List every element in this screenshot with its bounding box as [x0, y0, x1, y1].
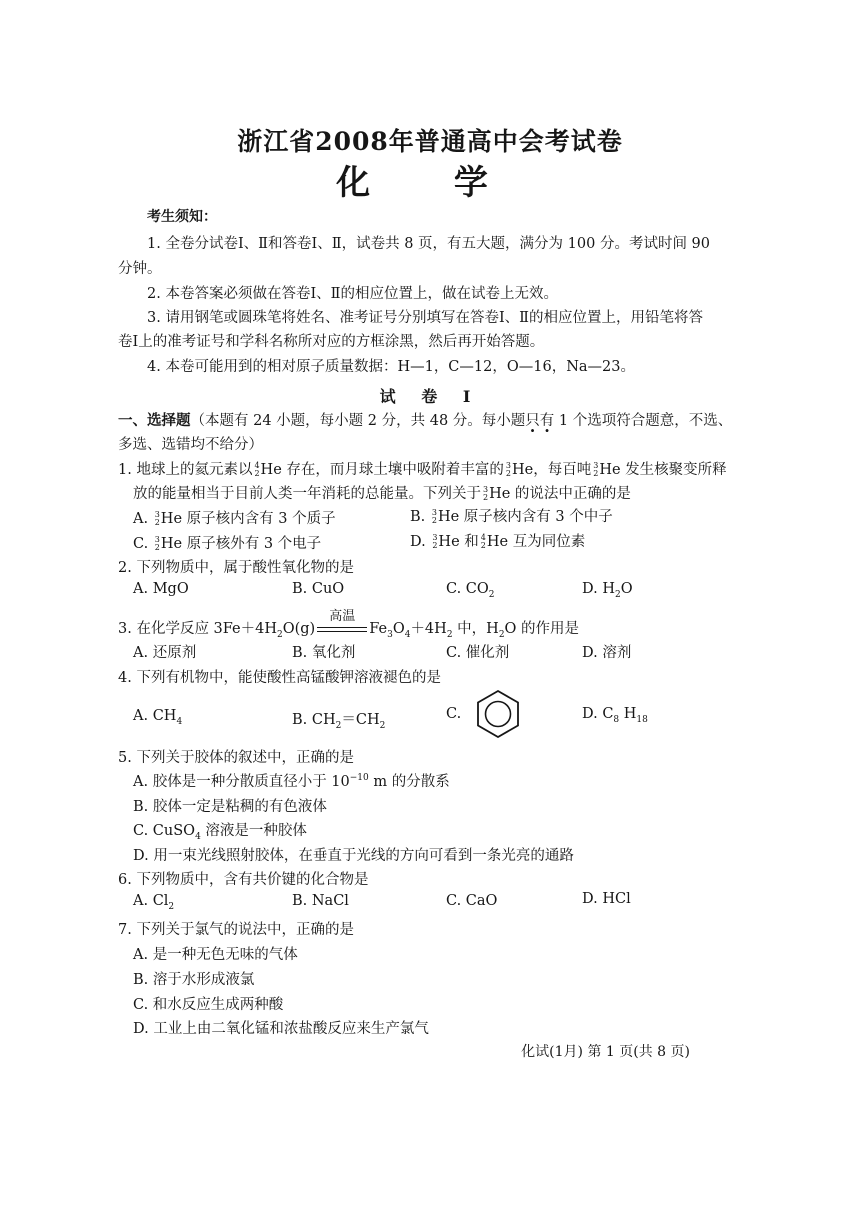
- q7-option-c: C. 和水反应生成两种酸: [133, 997, 284, 1013]
- notice-item-1-cont: 分钟。: [118, 261, 162, 277]
- q1-option-d: D. 3 2 He 和 4 2 He 互为同位素: [410, 533, 586, 550]
- emphasis-char: 有: [539, 413, 555, 429]
- notice-item-1: 1. 全卷分试卷Ⅰ、Ⅱ和答卷Ⅰ、Ⅱ，试卷共 8 页，有五大题，满分为 100 分。考试时间 90: [147, 236, 711, 252]
- part1-instructions: （本题有 24 小题，每小题 2 分，共 48 分。每小题: [190, 413, 526, 429]
- q6-option-b: B. NaCl: [292, 893, 349, 909]
- q1-option-a: A. 3 2 He 原子核内含有 3 个质子: [133, 510, 336, 527]
- q3-option-a: A. 还原剂: [133, 645, 197, 661]
- q5-option-d: D. 用一束光线照射胶体，在垂直于光线的方向可看到一条光亮的通路: [133, 848, 574, 864]
- q5-option-c: C. CuSO$_4$ 溶液是一种胶体: [133, 823, 307, 842]
- q3-option-c: C. 催化剂: [446, 645, 510, 661]
- q3-stem: 3. 在化学反应 $3Fe+4H_2O(g)$ 高温 $Fe_3O_4+4H_2$ 中，$H_2O$ 的作用是: [118, 617, 579, 638]
- notice-item-2: 2. 本卷答案必须做在答卷Ⅰ、Ⅱ的相应位置上，做在试卷上无效。: [147, 286, 559, 302]
- q7-option-b: B. 溶于水形成液氯: [133, 972, 255, 988]
- q1-option-c: C. 3 2 He 原子核外有 3 个电子: [133, 535, 322, 552]
- notice-heading: 考生须知：: [147, 209, 217, 225]
- notice-item-4: 4. 本卷可能用到的相对原子质量数据：H—1，C—12，O—16，Na—23。: [147, 359, 635, 375]
- emphasis-char: 只: [525, 413, 540, 429]
- reaction-condition: 高温: [329, 609, 356, 624]
- q2-option-c: C. $CO_2$: [446, 581, 495, 600]
- part1-heading-cont: 多选、选错均不给分）: [118, 437, 263, 453]
- q1-stem-line2: 放的能量相当于目前人类一年消耗的总能量。下列关于 3 2 He 的说法中正确的是: [133, 485, 631, 502]
- q6-option-c: C. CaO: [446, 893, 498, 909]
- q2-stem: 2. 下列物质中，属于酸性氧化物的是: [118, 560, 354, 576]
- q1-stem-line1: 1. 地球上的氦元素以 4 2 He 存在，而月球土壤中吸附着丰富的 3 2 He，每百吨 3 2 He 发生核聚变所释: [118, 461, 727, 478]
- equals-arrow: [317, 627, 367, 632]
- q7-option-d: D. 工业上由二氧化锰和浓盐酸反应来生产氯气: [133, 1021, 429, 1037]
- q5-option-a: A. 胶体是一种分散质直径小于 $10^{-10}$ m 的分散系: [133, 773, 450, 790]
- q5-option-b: B. 胶体一定是粘稠的有色液体: [133, 799, 327, 815]
- benzene-ring-icon: [474, 688, 522, 738]
- q4-option-b: B. $CH_2=CH_2$: [292, 712, 386, 731]
- q7-option-a: A. 是一种无色无味的气体: [133, 947, 298, 963]
- q4-stem: 4. 下列有机物中，能使酸性高锰酸钾溶液褪色的是: [118, 670, 441, 686]
- notice-item-3-cont: 卷Ⅰ上的准考证号和学科名称所对应的方框涂黑，然后再开始答题。: [118, 334, 545, 350]
- q6-stem: 6. 下列物质中，含有共价键的化合物是: [118, 872, 369, 888]
- part1-instructions-end: 1 个选项符合题意，不选、: [554, 413, 733, 429]
- q2-option-d: D. $H_2O$: [582, 581, 633, 600]
- q7-stem: 7. 下列关于氯气的说法中，正确的是: [118, 922, 354, 938]
- subject-title: 化 学: [336, 163, 524, 203]
- q6-option-a: A. $Cl_2$: [133, 893, 175, 912]
- section-title: 试 卷 Ⅰ: [379, 387, 481, 406]
- notice-item-3: 3. 请用钢笔或圆珠笔将姓名、准考证号分别填写在答卷Ⅰ、Ⅱ的相应位置上，用铅笔将答: [147, 310, 704, 326]
- q4-option-c: C.: [446, 706, 462, 722]
- q2-option-b: B. CuO: [292, 581, 345, 597]
- q4-option-a: A. $CH_4$: [133, 708, 183, 727]
- q3-option-b: B. 氧化剂: [292, 645, 356, 661]
- part1-heading: [118, 409, 732, 430]
- page-footer: 化试(1月) 第 1 页(共 8 页): [521, 1044, 690, 1060]
- q6-option-d: D. HCl: [582, 891, 631, 907]
- q1-option-b: B. 3 2 He 原子核内含有 3 个中子: [410, 508, 613, 525]
- q5-stem: 5. 下列关于胶体的叙述中，正确的是: [118, 750, 354, 766]
- exam-title: 浙江省2008年普通高中会考试卷: [237, 127, 623, 156]
- q2-option-a: A. MgO: [133, 581, 189, 597]
- part1-label: 一、选择题: [118, 412, 191, 429]
- q4-option-d: D. $C_8$ $H_{18}$: [582, 706, 648, 725]
- q3-option-d: D. 溶剂: [582, 645, 632, 661]
